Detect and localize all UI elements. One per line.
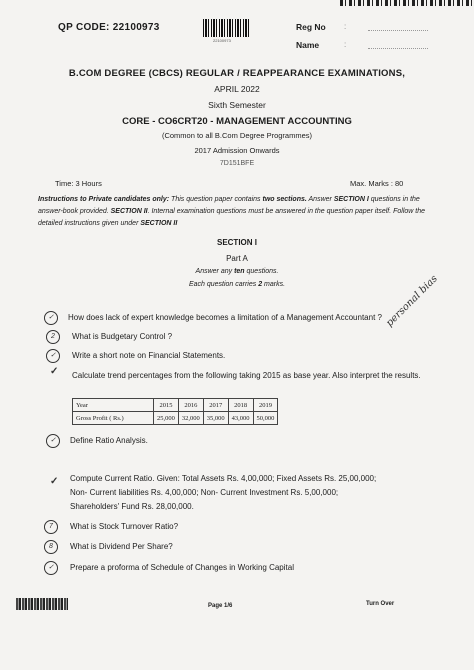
table-row: Gross Profit ( Rs.) 25,000 32,000 35,000 43,000 50,000 xyxy=(73,412,278,425)
question-4: Calculate trend percentages from the following taking 2015 as base year. Also interpret the results. xyxy=(72,371,421,380)
pen-check-icon: ✓ xyxy=(44,561,58,575)
barcode-number: 22100973 xyxy=(213,38,231,43)
handwritten-annotation: personal bias xyxy=(384,273,440,329)
tick-icon: ✓ xyxy=(50,366,59,377)
page-number: Page 1/6 xyxy=(208,603,233,609)
pen-check-icon: ✓ xyxy=(46,434,60,448)
question-7: What is Stock Turnover Ratio? xyxy=(70,522,179,531)
course-title: CORE - CO6CRT20 - MANAGEMENT ACCOUNTING xyxy=(122,116,352,127)
answer-instruction: Answer any ten questions. xyxy=(195,268,279,275)
exam-semester: Sixth Semester xyxy=(208,100,266,110)
section-title: SECTION I xyxy=(216,238,257,247)
question-5: Define Ratio Analysis. xyxy=(70,436,148,445)
table-row: Year 2015 2016 2017 2018 2019 xyxy=(73,399,278,412)
footer-barcode xyxy=(16,598,68,610)
question-6-line-1: Compute Current Ratio. Given: Total Assets Rs. 4,00,000; Fixed Assets Rs. 25,00,000; xyxy=(70,474,377,483)
name-colon: : xyxy=(344,40,347,49)
part-title: Part A xyxy=(226,254,248,263)
barcode-graphic xyxy=(203,19,249,37)
exam-title: B.COM DEGREE (CBCS) REGULAR / REAPPEARANCE EXAMINATIONS, xyxy=(68,68,406,79)
top-edge-barcode xyxy=(340,0,474,6)
name-field[interactable] xyxy=(368,48,428,49)
reg-no-colon: : xyxy=(344,22,347,31)
paper-code: 7D151BFE xyxy=(219,160,255,167)
reg-no-label: Reg No xyxy=(296,22,326,32)
time-info: Time: 3 Hours xyxy=(55,179,102,188)
question-1: How does lack of expert knowledge becomes a limitation of a Management Accountant ? xyxy=(68,313,382,322)
circled-mark-8: 8 xyxy=(44,540,58,554)
common-note: (Common to all B.Com Degree Programmes) xyxy=(161,131,313,140)
instr-lead: Instructions to Private candidates only: xyxy=(38,196,170,203)
exam-month: APRIL 2022 xyxy=(214,84,260,94)
question-9: Prepare a proforma of Schedule of Changes in Working Capital xyxy=(70,563,294,572)
name-label: Name xyxy=(296,40,320,50)
marks-instruction: Each question carries 2 marks. xyxy=(188,281,286,288)
pen-check-icon: ✓ xyxy=(46,349,60,363)
tick-icon: ✓ xyxy=(50,476,59,487)
admission-note: 2017 Admission Onwards xyxy=(194,146,280,155)
trend-table xyxy=(72,398,278,425)
reg-no-field[interactable] xyxy=(368,30,428,31)
turn-over: Turn Over xyxy=(366,601,395,607)
circled-mark-7: 7 xyxy=(44,520,58,534)
question-2: What is Budgetary Control ? xyxy=(72,332,173,341)
instructions: Instructions to Private candidates only: This question paper contains two sections. Answer SECTION I questions in the answer-book provided. SECTION II. Internal examination questions must be answered in the question paper itself. Follow the detailed instructions given under SECTION II xyxy=(38,196,426,227)
question-6-line-3: Shareholders' Fund Rs. 28,00,000. xyxy=(70,502,194,511)
max-marks: Max. Marks : 80 xyxy=(350,179,404,188)
question-8: What is Dividend Per Share? xyxy=(70,542,173,551)
qp-code: QP CODE: 22100973 xyxy=(58,22,160,33)
circled-mark-2: 2 xyxy=(46,330,60,344)
question-3: Write a short note on Financial Statements. xyxy=(72,351,226,360)
question-6-line-2: Non- Current liabilities Rs. 4,00,000; Non- Current Investment Rs. 5,00,000; xyxy=(70,488,339,497)
pen-check-icon: ✓ xyxy=(44,311,58,325)
